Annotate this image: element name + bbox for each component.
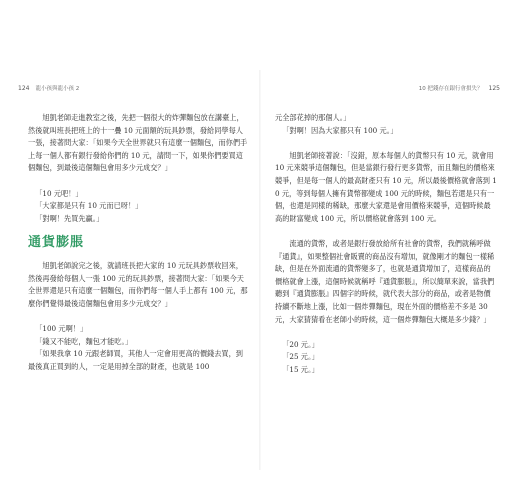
paragraph-gap — [275, 225, 497, 238]
paragraph: 元全部花掉的那個人。」 — [275, 113, 351, 122]
right-page-number: 125 — [488, 84, 500, 92]
left-page-number: 124 — [18, 84, 30, 92]
dialogue-line: 「10 元吧！」 — [35, 188, 83, 198]
left-page-header — [18, 84, 79, 92]
dialogue-line: 「15 元。」 — [282, 364, 319, 374]
paragraph-gap — [275, 137, 497, 150]
dialogue-line: 「對啊！因為大家都只有 100 元。」 — [282, 125, 398, 135]
left-paragraphs-after — [28, 260, 250, 373]
right-page-body — [275, 112, 497, 376]
paragraph: 流通的貨幣，或者是銀行發放給所有社會的貨幣，我們就稱呼做『通貨』，如果整個社會販賣的商品沒有增加，就像剛才的麵包一樣稀缺，但是在外面流通的貨幣變多了，也就是通貨增加了，這樣商品的價格就會上漲，這個時候就稱呼『通貨膨脹』，所以簡單來說，當我們聽到『通貨膨脹』四個字的時候，就代表大部分的商品，或者是物價持續不斷地上漲，比如一個炸彈麵包，現在外面的價格差不多是 30 元，大家猜猜看在老師小的時候，這一個炸彈麵包大概是多少錢？」 — [275, 238, 495, 324]
paragraph-gap — [28, 175, 250, 188]
right-running-title: 10 把錢存在銀行會損失？ — [418, 86, 483, 92]
paragraph: 旭凱老師走進教室之後，先把一個很大的炸彈麵包放在講臺上，然後就叫班長把班上的十一疊 10 元面額的玩具鈔票，發給同學每人一張，接著問大家：「如果今天全世界就只有這麼一個麵包，而你們手上每一個人都有銀行發給你們的 10 元，請問一下，如果你們要買這個麵包，到最後這個麵包會用多少元成交？」 — [28, 113, 248, 173]
dialogue-line: 「對啊！先買先贏。」 — [35, 213, 104, 223]
left-running-title: 龍小孩與龍小孩 2 — [35, 86, 80, 92]
dialogue-line: 「大家都是只有 10 元而已呀！」 — [35, 201, 143, 211]
dialogue-line: 「25 元。」 — [282, 352, 319, 362]
paragraph: 旭凱老師說完之後，就請班長把大家的 10 元玩具鈔票收回來，然後再發給每個人一張 100 元的玩具鈔票，接著問大家：「如果今天全世界還是只有這麼一個麵包，而你們每一個人手上都有 100 元，那麼你們覺得最後這個麵包會用多少元成交？」 — [28, 260, 248, 308]
left-page-body — [28, 112, 250, 373]
dialogue-line: 「如果我拿 10 元跟老師買，其他人一定會用更高的價錢去買，到最後真正買到的人，一定是用掉全部的財產，也就是 100 — [28, 349, 243, 371]
paragraph-gap — [275, 326, 497, 339]
section-title: 通貨膨脹 — [28, 235, 85, 251]
dialogue-line: 「100 元啊！」 — [35, 323, 88, 333]
dialogue-line: 「錢又不能吃，麵包才能吃。」 — [35, 336, 133, 346]
right-page-header — [419, 84, 500, 92]
left-paragraphs-before — [28, 112, 250, 225]
dialogue-line: 「20 元。」 — [282, 339, 319, 349]
paragraph-gap — [28, 310, 250, 323]
right-paragraphs — [275, 112, 497, 376]
paragraph: 旭凱老師接著說：「沒錯，原本每個人的貨幣只有 10 元，就會用 10 元來競爭這個麵包，但是當銀行發行更多貨幣，而且麵包的價格來競爭，但是每一個人的最高財產只有 10 元，所以最後價格就會落到 10 元，等到每個人擁有貨幣都變成 100 元的時候，麵包若還是只有一個，也還是同樣的稀缺，那麼大家還是會用價格來競爭，這個時候最高的財富變成 100 元，所以價格就會落到 100 元。 — [275, 150, 497, 223]
book-gutter — [259, 70, 261, 470]
